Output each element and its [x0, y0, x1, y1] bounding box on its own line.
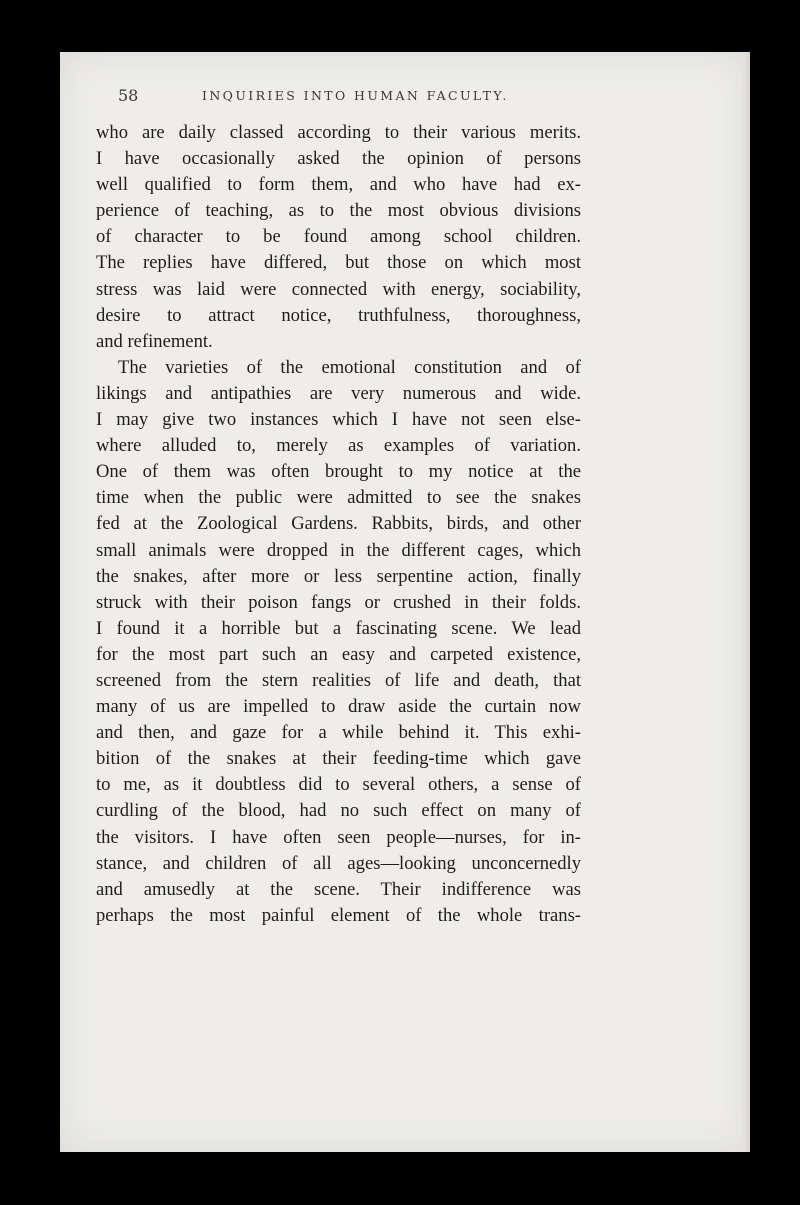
text-line: and amusedly at the scene. Their indifference was — [96, 878, 581, 900]
text-line: likings and antipathies are very numerous and wide. — [96, 382, 581, 404]
text-line: perience of teaching, as to the most obvious divisions — [96, 200, 581, 222]
text-line: time when the public were admitted to see the snakes — [96, 487, 581, 509]
text-line: desire to attract notice, truthfulness, thoroughness, — [96, 304, 581, 326]
text-line: small animals were dropped in the different cages, which — [96, 539, 581, 561]
text-line: the visitors. I have often seen people—nurses, for in- — [96, 826, 581, 848]
text-line: I may give two instances which I have not seen else- — [96, 409, 581, 431]
text-line: stance, and children of all ages—looking unconcernedly — [96, 852, 581, 874]
text-line: screened from the stern realities of life and death, that — [96, 669, 581, 691]
text-line: The replies have differed, but those on which most — [96, 252, 581, 274]
text-line: One of them was often brought to my notice at the — [96, 461, 581, 483]
text-line: I found it a horrible but a fascinating scene. We lead — [96, 617, 581, 639]
text-line: of character to be found among school children. — [96, 226, 581, 248]
page-edge — [742, 52, 750, 1152]
text-line: who are daily classed according to their various merits. — [96, 122, 581, 143]
text-line: where alluded to, merely as examples of variation. — [96, 435, 581, 457]
text-line: I have occasionally asked the opinion of persons — [96, 148, 581, 170]
running-title: INQUIRIES INTO HUMAN FACULTY. — [202, 88, 509, 103]
text-line: perhaps the most painful element of the whole trans- — [96, 904, 581, 926]
page-header — [118, 86, 578, 110]
text-line: well qualified to form them, and who have had ex- — [96, 174, 581, 196]
text-line: The varieties of the emotional constitution and of — [118, 356, 581, 378]
text-line: many of us are impelled to draw aside the curtain now — [96, 696, 581, 718]
body-text — [96, 120, 581, 929]
page-number: 58 — [118, 86, 139, 105]
text-line: for the most part such an easy and carpeted existence, — [96, 643, 581, 665]
text-line: curdling of the blood, had no such effect on many of — [96, 800, 581, 822]
text-line: struck with their poison fangs or crushed in their folds. — [96, 591, 581, 613]
text-line: and refinement. — [96, 330, 213, 352]
paragraph — [96, 355, 581, 929]
text-line: stress was laid were connected with energy, sociability, — [96, 278, 581, 300]
text-line: bition of the snakes at their feeding-time which gave — [96, 748, 581, 770]
text-line: and then, and gaze for a while behind it. This exhi- — [96, 722, 581, 744]
text-line: fed at the Zoological Gardens. Rabbits, birds, and other — [96, 513, 581, 535]
paragraph — [96, 120, 581, 355]
text-line: to me, as it doubtless did to several others, a sense of — [96, 774, 581, 796]
text-line: the snakes, after more or less serpentine action, finally — [96, 565, 581, 587]
